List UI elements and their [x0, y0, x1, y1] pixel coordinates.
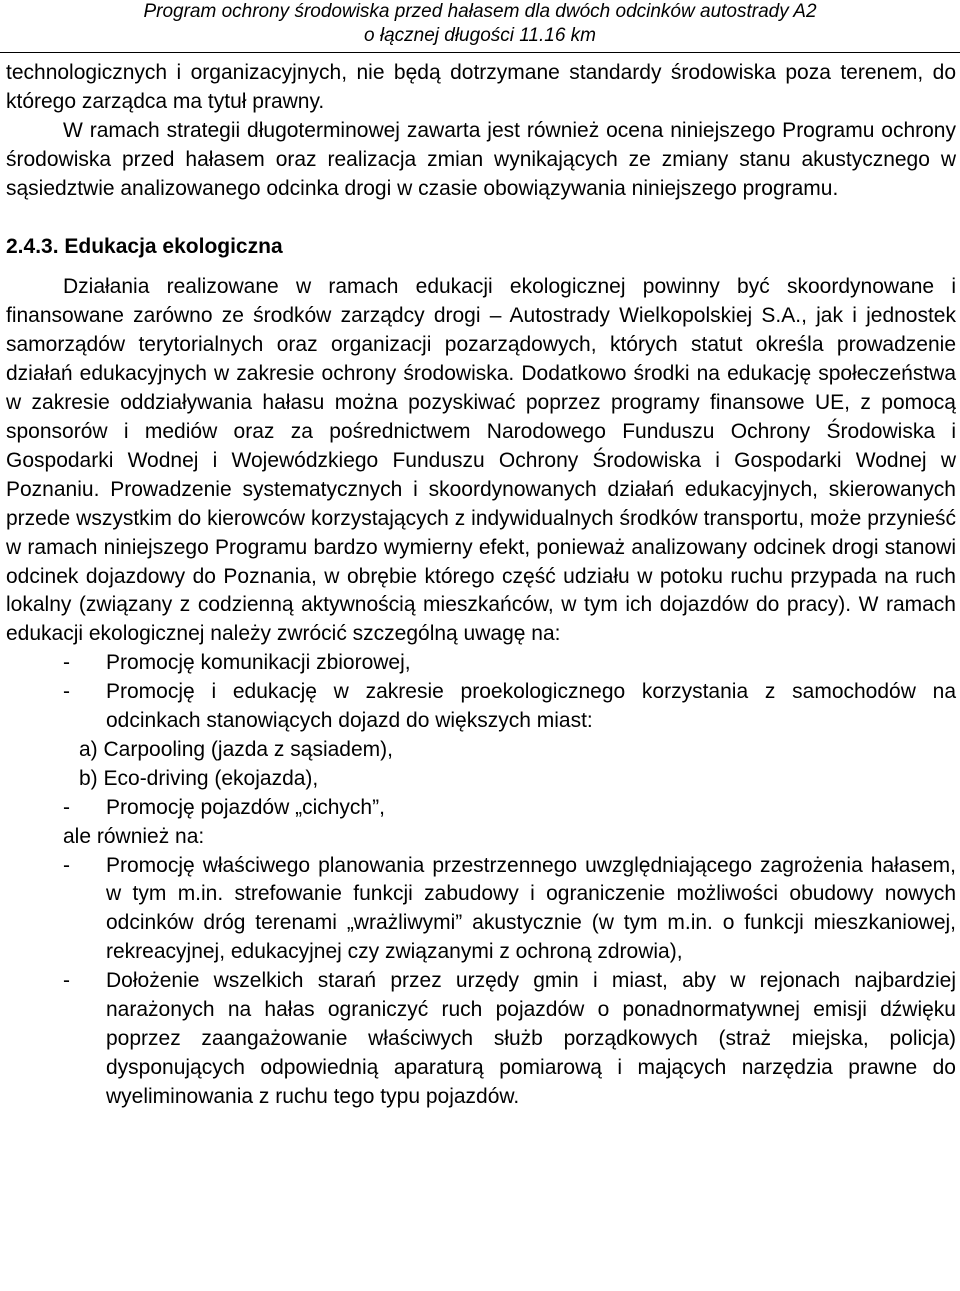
additional-measures-list: [6, 852, 956, 1112]
sub-item-eco-driving: b) Eco-driving (ekojazda),: [79, 766, 319, 790]
list-dash: -: [63, 651, 70, 675]
list-dash: -: [63, 795, 70, 819]
list-dash: -: [63, 853, 70, 877]
education-list-continued: [6, 794, 956, 823]
paragraph-strategy: W ramach strategii długoterminowej zawarta jest również ocena niniejszego Programu ochrony środowiska przed hałasem oraz realizacja zmian wynikających ze zmiany stanu akustycznego w sąsiedztwie analizowanego odcinka drogi w czasie obowiązywania niniejszego programu.: [6, 118, 956, 200]
page-header: [0, 0, 960, 48]
header-divider: [0, 52, 960, 53]
list-item-text: Promocję komunikacji zbiorowej,: [106, 651, 411, 675]
header-title-line2: o łącznej długości 11.16 km: [364, 25, 596, 46]
list-item-text: Promocję właściwego planowania przestrzennego uwzględniającego zagrożenia hałasem, w tym m.in. strefowanie funkcji zabudowy i ograniczenie możliwości obudowy nowych odcinków dróg terenami „wrażliwymi” akustycznie (w tym m.in. o funkcji mieszkaniowej, rekreacyjnej, edukacyjnej czy związanymi z ochroną zdrowia),: [106, 853, 956, 964]
header-title-line1: Program ochrony środowiska przed hałasem dla dwóch odcinków autostrady A2: [143, 1, 817, 22]
list-item: [6, 852, 956, 968]
list-item: [6, 967, 956, 1112]
also-label: ale również na:: [63, 824, 205, 848]
document-body: [6, 59, 956, 1112]
list-item-text: Promocję i edukację w zakresie proekologicznego korzystania z samochodów na odcinkach stanowiących dojazd do większych miast:: [106, 680, 956, 733]
paragraph-education: Działania realizowane w ramach edukacji ekologicznej powinny być skoordynowane i finansowane zarówno ze środków zarządcy drogi – Autostrady Wielkopolskiej S.A., jak i jednostek samorządów terytorialnych oraz organizacji pozarządowych, których statut określa prowadzenie działań edukacyjnych w zakresie ochrony środowiska. Dodatkowo środki na edukację społeczeństwa w zakresie oddziaływania hałasu można pozyskiwać poprzez programy finansowe UE, z pomocą sponsorów i mediów oraz za pośrednictwem Narodowego Funduszu Ochrony Środowiska i Gospodarki Wodnej i Wojewódzkiego Funduszu Ochrony Środowiska i Gospodarki Wodnej w Poznaniu. Prowadzenie systematycznych i skoordynowanych działań edukacyjnych, skierowanych przede wszystkim do kierowców korzystających z indywidualnych środków transportu, może przynieść w ramach niniejszego Programu bardzo wymierny efekt, ponieważ analizowany odcinek drogi stanowi odcinek dojazdowy do Poznania, w obrębie którego część udziału w potoku ruchu przypada na ruch lokalny (związany z codzienną aktywnością mieszkańców, w tym ich dojazdów do pracy). W ramach edukacji ekologicznej należy zwrócić szczególną uwagę na:: [6, 275, 956, 646]
list-dash: -: [63, 680, 70, 704]
list-item: [6, 794, 956, 823]
paragraph-continuation: technologicznych i organizacyjnych, nie będą dotrzymane standardy środowiska poza terenem, do którego zarządca ma tytuł prawny.: [6, 61, 956, 113]
list-item: [6, 649, 956, 678]
section-heading: 2.4.3. Edukacja ekologiczna: [6, 234, 283, 258]
list-item: [6, 678, 956, 736]
list-item-text: Promocję pojazdów „cichych”,: [106, 795, 385, 819]
list-item-text: Dołożenie wszelkich starań przez urzędy gmin i miast, aby w rejonach najbardziej narażonych na hałas ograniczyć ruch pojazdów o ponadnormatywnej emisji dźwięku poprzez zaangażowanie właściwych służb porządkowych (straż miejska, policja) dysponujących odpowiednią aparaturą pomiarową i mających narzędzia prawne do wyeliminowania z ruchu tego typu pojazdów.: [106, 969, 956, 1108]
education-list: [6, 649, 956, 736]
list-dash: -: [63, 969, 70, 993]
sub-item-carpooling: a) Carpooling (jazda z sąsiadem),: [79, 737, 393, 761]
